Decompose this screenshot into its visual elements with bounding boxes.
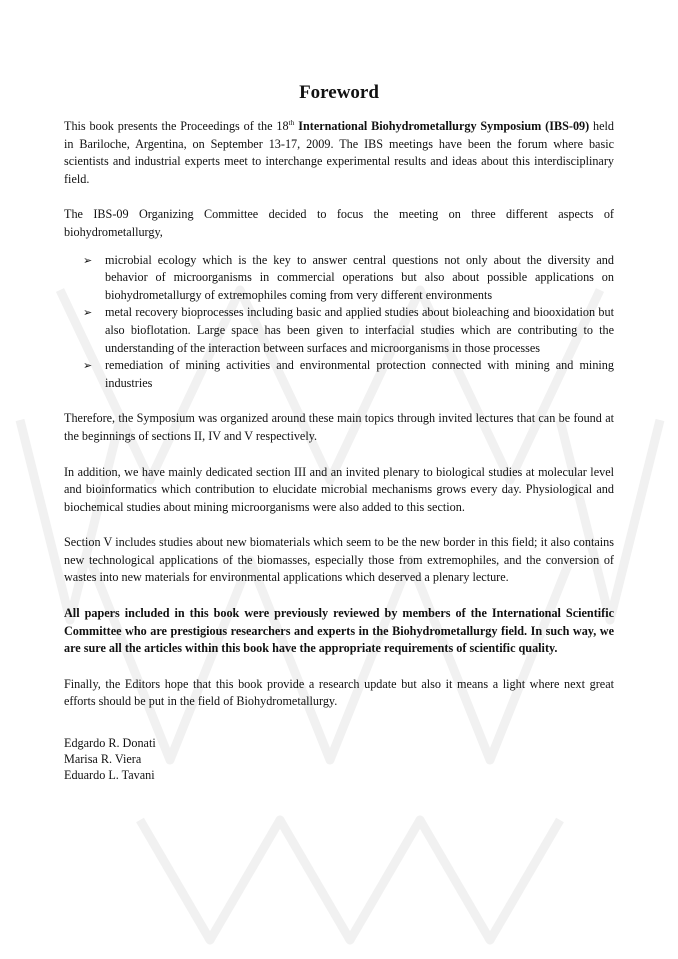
list-item (64, 304, 614, 357)
page-title: Foreword (299, 82, 379, 103)
foreword-content (64, 82, 614, 783)
intro-paragraph (64, 118, 614, 188)
list-item-text: microbial ecology which is the key to answer central questions not only about the diversity and behavior of microorganisms in commercial operations but also about possible applications on biohydrometallurgy of extremophiles coming from very different environments (105, 252, 614, 302)
editor-name: Eduardo L. Tavani (64, 768, 155, 783)
editor-signatures (64, 735, 614, 783)
topics-paragraph: Therefore, the Symposium was organized around these main topics through invited lectures that can be found at the beginnings of sections II, IV and V respectively. (64, 411, 614, 443)
intro-text-end: held in Bariloche, Argentina, on September 13-17, 2009. The IBS meetings have been the forum where basic scientists and industrial experts meet to interchange experimental results and ideas about this interdisciplinary field. (64, 119, 615, 186)
closing-paragraph: Finally, the Editors hope that this book provide a research update but also it means a light where next great efforts should be put in the field of Biohydrometallurgy. (64, 676, 614, 709)
list-item-text: metal recovery bioprocesses including basic and applied studies about bioleaching and biooxidation but also bioflotation. Large space has been given to interfacial studies which are contributing to the understanding of the interaction between surfaces and microorganisms in those processes (105, 305, 614, 355)
section-v-paragraph: Section V includes studies about new biomaterials which seem to be the new border in this field; it also contains new technological applications of the biomasses, especially those from extremophiles, and the conversion of wastes into new materials for environmental applications which deserved a plenary lecture. (64, 535, 614, 585)
list-item (64, 357, 614, 392)
watermark-stroke-3 (140, 820, 560, 940)
ordinal-superscript: th (288, 117, 295, 127)
list-item-text: remediation of mining activities and environmental protection connected with mining and mining industries (105, 358, 614, 390)
intro-text-start: This book presents the Proceedings of the 18 (64, 119, 289, 133)
list-item (64, 252, 614, 305)
arrow-bullet-icon: ➢ (83, 253, 93, 267)
aspects-paragraph: The IBS-09 Organizing Committee decided to focus the meeting on three different aspects of biohydrometallurgy, (64, 207, 614, 239)
arrow-bullet-icon: ➢ (83, 306, 93, 320)
section-iii-paragraph: In addition, we have mainly dedicated section III and an invited plenary to biological studies at molecular level and bioinformatics which contribution to elucidate microbial mechanisms grows every day. Physiological and biochemical studies about mining microorganisms were also added to this section. (64, 464, 614, 514)
editor-name: Marisa R. Viera (64, 752, 142, 767)
editor-name: Edgardo R. Donati (64, 736, 156, 751)
review-statement-paragraph: All papers included in this book were previously reviewed by members of the International Scientific Committee who are prestigious researchers and experts in the Biohydrometallurgy field. In such way, we are sure all the articles within this book have the appropriate requirements of scientific quality. (64, 606, 614, 656)
symposium-name: International Biohydrometallurgy Symposium (IBS-09) (298, 119, 590, 133)
arrow-bullet-icon: ➢ (83, 359, 93, 373)
aspects-list (64, 252, 614, 393)
